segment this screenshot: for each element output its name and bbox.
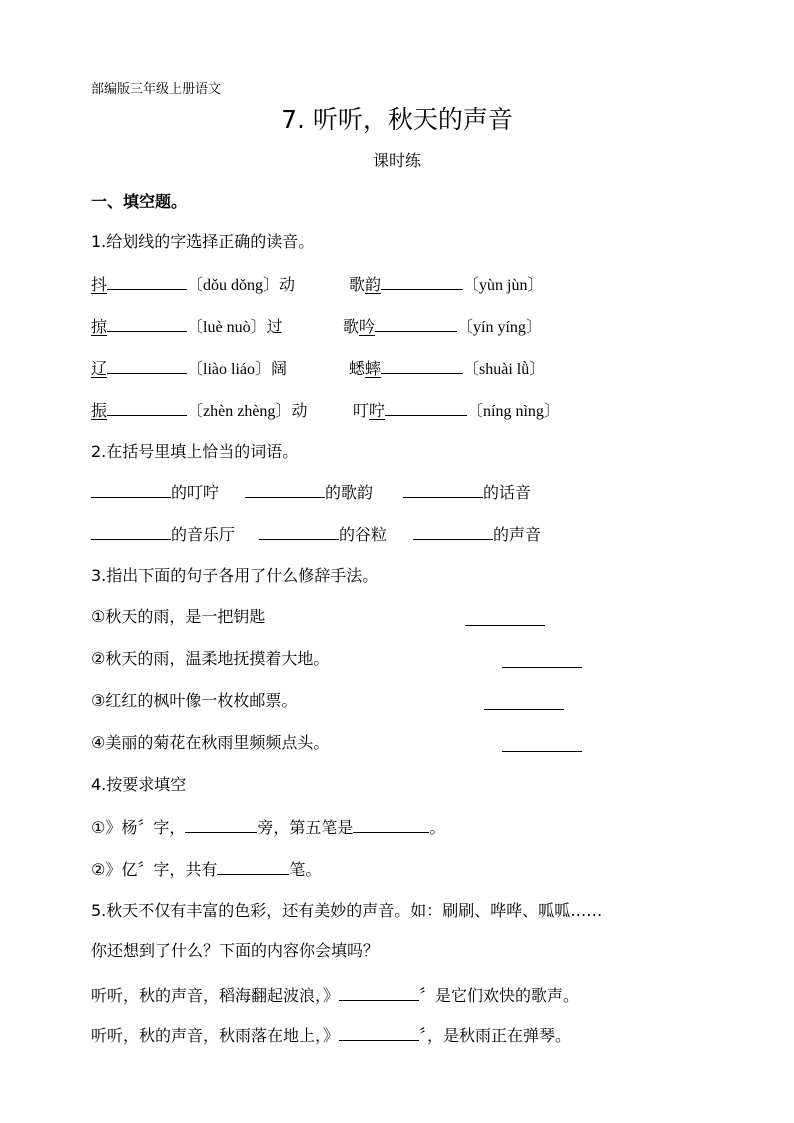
- text: 。: [429, 818, 446, 837]
- q2-row-2: [91, 523, 235, 545]
- q4-line-1: [91, 816, 445, 838]
- phrase: 的歌韵: [325, 483, 374, 502]
- target-char: 蟀: [365, 359, 382, 378]
- target-char: 韵: [365, 275, 382, 294]
- phrase: 的谷粒: [339, 525, 388, 544]
- answer-blank[interactable]: [91, 523, 171, 540]
- answer-blank[interactable]: [465, 609, 545, 626]
- text: 笔。: [289, 860, 322, 879]
- word-prefix: 叮: [353, 401, 370, 420]
- text: ②》亿〞字，共有: [91, 860, 218, 879]
- answer-blank[interactable]: [385, 399, 467, 416]
- answer-blank[interactable]: [502, 735, 582, 752]
- q2-row-1: [91, 481, 219, 503]
- q5-prompt-2: 你还想到了什么？下面的内容你会填吗？: [91, 941, 380, 960]
- answer-blank[interactable]: [353, 816, 429, 833]
- answer-blank[interactable]: [107, 315, 187, 332]
- phrase: 的音乐厅: [171, 525, 236, 544]
- pinyin-options: 〔níng nìng〕: [467, 403, 560, 420]
- target-char: 抖: [91, 275, 108, 294]
- text: 旁，第五笔是: [257, 818, 354, 837]
- phrase: 的叮咛: [171, 483, 220, 502]
- pinyin-options: 〔liào liáo〕: [187, 361, 272, 378]
- document-header: 部编版三年级上册语文: [91, 82, 222, 97]
- pinyin-options: 〔luè nuò〕: [187, 319, 267, 336]
- section-heading: 一、填空题。: [91, 192, 188, 211]
- q3-item-2: ②秋天的雨，温柔地抚摸着大地。: [91, 649, 330, 668]
- lesson-title: 7. 听听，秋天的声音: [281, 105, 513, 134]
- answer-blank[interactable]: [484, 693, 564, 710]
- target-char: 掠: [91, 317, 108, 336]
- text: 〞是它们欢快的歌声。: [419, 986, 580, 1005]
- q3-item-1: ①秋天的雨，是一把钥匙: [91, 607, 266, 626]
- q2-prompt: 2.在括号里填上恰当的词语。: [91, 442, 299, 461]
- answer-blank[interactable]: [502, 651, 582, 668]
- text: 听听，秋的声音，秋雨落在地上，》: [91, 1026, 340, 1045]
- q1-row-1: [91, 273, 295, 295]
- q1-row-4b: [353, 399, 560, 421]
- word-prefix: 歌: [349, 275, 366, 294]
- text: ①》杨〞字，: [91, 818, 186, 837]
- q1-row-4: [91, 399, 307, 421]
- pinyin-options: 〔yùn jùn〕: [463, 277, 544, 294]
- word-prefix: 蟋: [349, 359, 366, 378]
- q2-row-2c: [413, 523, 541, 545]
- q1-row-3: [91, 357, 287, 379]
- answer-blank[interactable]: [339, 984, 419, 1001]
- q5-line-2: [91, 1024, 571, 1046]
- q1-row-2b: [343, 315, 542, 337]
- q4-line-2: [91, 858, 321, 880]
- text: 〞，是秋雨正在弹琴。: [419, 1026, 572, 1045]
- answer-blank[interactable]: [381, 357, 463, 374]
- answer-blank[interactable]: [107, 357, 187, 374]
- pinyin-options: 〔zhèn zhèng〕: [187, 403, 292, 420]
- answer-blank[interactable]: [339, 1024, 419, 1041]
- answer-blank[interactable]: [413, 523, 493, 540]
- word-prefix: 歌: [343, 317, 360, 336]
- text: 听听，秋的声音，稻海翻起波浪，》: [91, 986, 340, 1005]
- answer-blank[interactable]: [107, 273, 187, 290]
- q1-prompt: 1.给划线的字选择正确的读音。: [91, 232, 315, 251]
- answer-blank[interactable]: [259, 523, 339, 540]
- target-char: 振: [91, 401, 108, 420]
- pinyin-options: 〔shuài lǜ〕: [463, 361, 546, 378]
- q5-prompt-1: 5.秋天不仅有丰富的色彩，还有美妙的声音。如：刷刷、哗哗、呱呱……: [91, 901, 603, 920]
- q4-prompt: 4.按要求填空: [91, 775, 187, 794]
- answer-blank[interactable]: [245, 481, 325, 498]
- target-char: 吟: [359, 317, 376, 336]
- answer-blank[interactable]: [375, 315, 457, 332]
- phrase: 的声音: [493, 525, 542, 544]
- q1-row-3b: [349, 357, 545, 379]
- phrase: 的话音: [483, 483, 532, 502]
- q2-row-1b: [245, 481, 373, 503]
- word-tail: 阔: [271, 359, 288, 378]
- q5-line-1: [91, 984, 579, 1006]
- target-char: 咛: [369, 401, 386, 420]
- q2-row-2b: [259, 523, 387, 545]
- q1-row-1b: [349, 273, 543, 295]
- q3-item-4: ④美丽的菊花在秋雨里频频点头。: [91, 733, 330, 752]
- answer-blank[interactable]: [185, 816, 257, 833]
- pinyin-options: 〔dǒu dǒng〕: [187, 277, 280, 294]
- word-tail: 动: [291, 401, 308, 420]
- q1-row-2: [91, 315, 283, 337]
- answer-blank[interactable]: [403, 481, 483, 498]
- lesson-subtitle: 课时练: [372, 151, 421, 170]
- q3-item-3: ③红红的枫叶像一枚枚邮票。: [91, 691, 298, 710]
- answer-blank[interactable]: [217, 858, 289, 875]
- answer-blank[interactable]: [381, 273, 463, 290]
- answer-blank[interactable]: [91, 481, 171, 498]
- word-tail: 动: [279, 275, 296, 294]
- q2-row-1c: [403, 481, 531, 503]
- target-char: 辽: [91, 359, 108, 378]
- q3-prompt: 3.指出下面的句子各用了什么修辞手法。: [91, 566, 379, 585]
- pinyin-options: 〔yín yíng〕: [457, 319, 542, 336]
- answer-blank[interactable]: [107, 399, 187, 416]
- word-tail: 过: [266, 317, 283, 336]
